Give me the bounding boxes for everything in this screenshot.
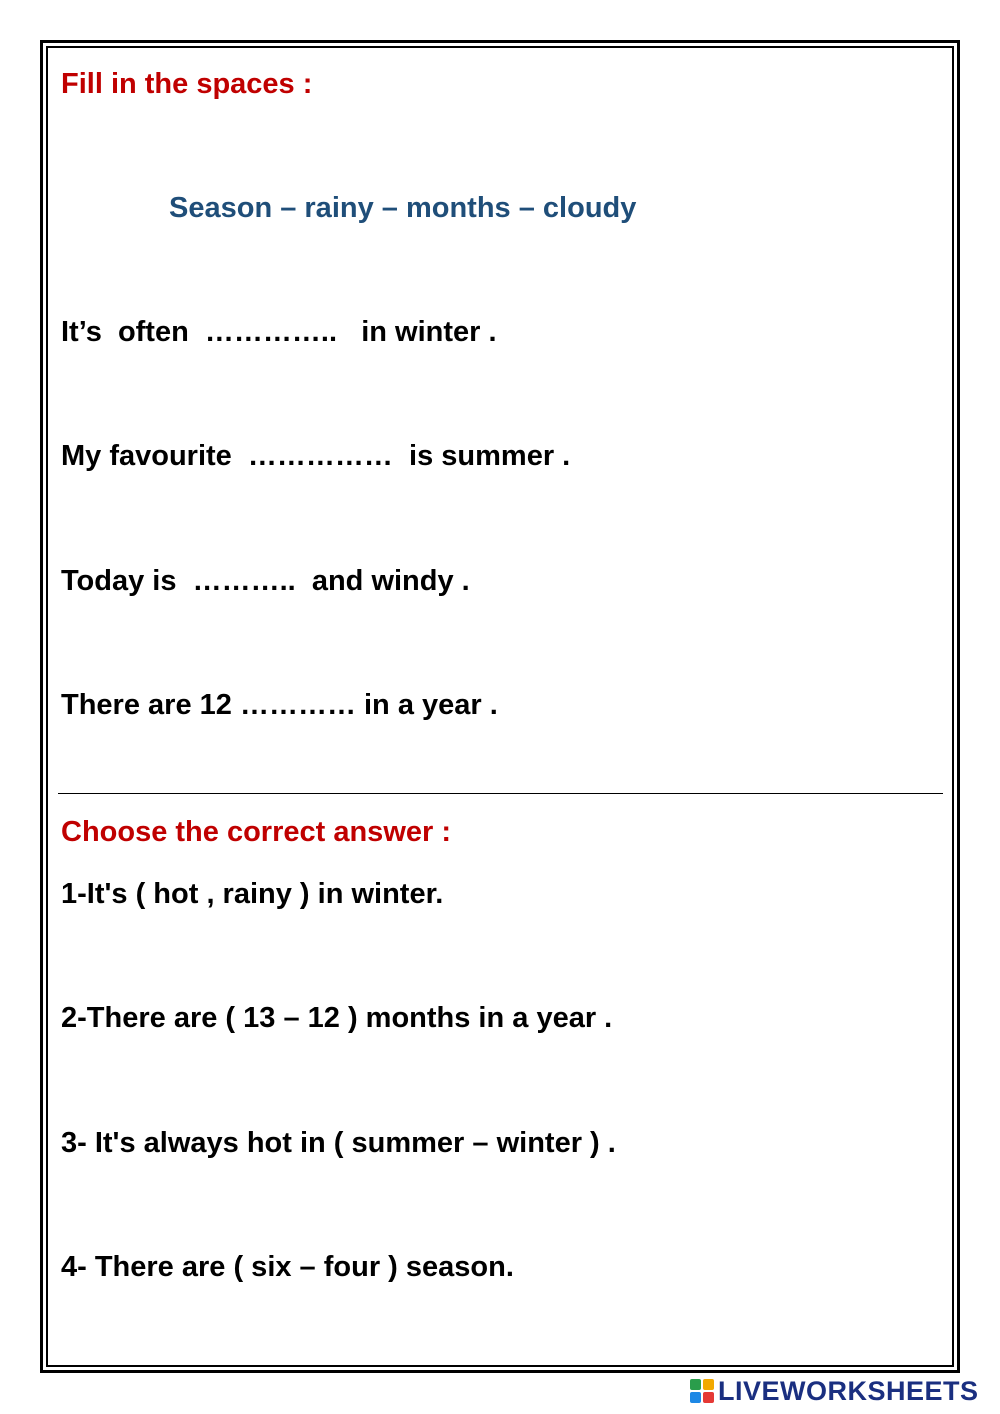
choose-question-4: 4- There are ( six – four ) season. [61, 1251, 514, 1283]
fill-sentence-1: It’s often ………….. in winter . [61, 316, 497, 348]
fill-in-heading: Fill in the spaces : [61, 68, 313, 100]
liveworksheets-logo-icon [690, 1379, 714, 1403]
fill-sentence-2: My favourite …………… is summer . [61, 440, 571, 472]
choose-question-1: 1-It's ( hot , rainy ) in winter. [61, 878, 444, 910]
fill-sentence-3: Today is ……….. and windy . [61, 565, 470, 597]
liveworksheets-logo [690, 1375, 979, 1407]
fill-sentence-4: There are 12 ………… in a year . [61, 689, 498, 721]
logo-text: LIVEWORKSHEETS [718, 1375, 979, 1406]
section-divider [58, 793, 943, 794]
word-bank: Season – rainy – months – cloudy [169, 192, 637, 224]
choose-heading: Choose the correct answer : [61, 816, 451, 848]
choose-question-3: 3- It's always hot in ( summer – winter ) . [61, 1127, 616, 1159]
choose-question-2: 2-There are ( 13 – 12 ) months in a year . [61, 1002, 613, 1034]
